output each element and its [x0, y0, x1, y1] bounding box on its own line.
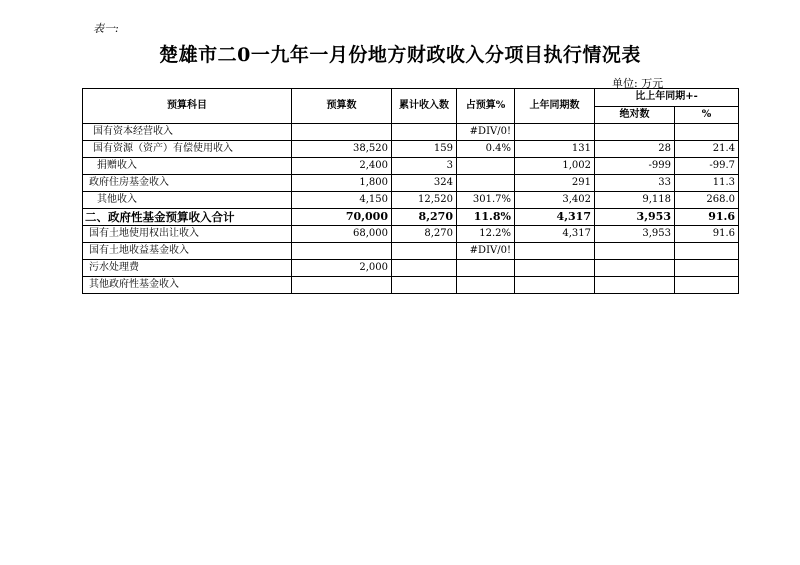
row-last-year — [515, 243, 595, 260]
table-row — [83, 124, 739, 141]
row-cumulative — [392, 260, 457, 277]
row-name: 政府住房基金收入 — [83, 175, 292, 192]
row-absolute — [595, 243, 675, 260]
row-last-year — [515, 277, 595, 294]
row-percent: 91.6 — [675, 209, 739, 226]
row-last-year: 291 — [515, 175, 595, 192]
header-last-year: 上年同期数 — [515, 89, 595, 124]
row-budget: 68,000 — [292, 226, 392, 243]
row-last-year: 131 — [515, 141, 595, 158]
row-name: 国有资本经营收入 — [83, 124, 292, 141]
row-cumulative: 3 — [392, 158, 457, 175]
row-cumulative — [392, 277, 457, 294]
row-absolute: 3,953 — [595, 226, 675, 243]
header-cumulative: 累计收入数 — [392, 89, 457, 124]
header-percent: % — [675, 106, 739, 124]
table-row — [83, 141, 739, 158]
row-cumulative: 12,520 — [392, 192, 457, 209]
row-percent — [675, 124, 739, 141]
row-budget: 38,520 — [292, 141, 392, 158]
row-absolute — [595, 277, 675, 294]
header-compare-group: 比上年同期+- — [595, 89, 739, 107]
row-budget — [292, 277, 392, 294]
table-row — [83, 226, 739, 243]
row-budget: 4,150 — [292, 192, 392, 209]
table-row — [83, 192, 739, 209]
row-name: 其他收入 — [83, 192, 292, 209]
row-percent — [675, 260, 739, 277]
row-name: 二、政府性基金预算收入合计 — [83, 209, 292, 226]
row-absolute — [595, 124, 675, 141]
row-percent — [675, 277, 739, 294]
row-cumulative — [392, 243, 457, 260]
row-absolute: 3,953 — [595, 209, 675, 226]
row-absolute: 33 — [595, 175, 675, 192]
unit-label: 单位: 万元 — [612, 77, 664, 90]
header-budget: 预算数 — [292, 89, 392, 124]
row-pct: #DIV/0! — [457, 124, 515, 141]
row-absolute — [595, 260, 675, 277]
row-percent — [675, 243, 739, 260]
row-percent: 91.6 — [675, 226, 739, 243]
row-budget — [292, 124, 392, 141]
row-pct: 12.2% — [457, 226, 515, 243]
row-absolute: 9,118 — [595, 192, 675, 209]
row-budget — [292, 243, 392, 260]
row-percent: 268.0 — [675, 192, 739, 209]
row-last-year: 1,002 — [515, 158, 595, 175]
revenue-table — [82, 88, 739, 294]
row-name: 捐赠收入 — [83, 158, 292, 175]
row-budget: 2,400 — [292, 158, 392, 175]
header-row-1 — [83, 89, 739, 107]
page-title: 楚雄市二0一九年一月份地方财政收入分项目执行情况表 — [159, 44, 641, 66]
header-absolute: 绝对数 — [595, 106, 675, 124]
row-pct: 0.4% — [457, 141, 515, 158]
row-pct — [457, 158, 515, 175]
header-pct-budget: 占预算% — [457, 89, 515, 124]
row-last-year — [515, 260, 595, 277]
row-pct: 301.7% — [457, 192, 515, 209]
header-item: 预算科目 — [83, 89, 292, 124]
row-pct: 11.8% — [457, 209, 515, 226]
table-note: 表一: — [93, 22, 119, 35]
row-percent: 21.4 — [675, 141, 739, 158]
row-absolute: 28 — [595, 141, 675, 158]
row-cumulative: 159 — [392, 141, 457, 158]
row-absolute: -999 — [595, 158, 675, 175]
row-budget: 2,000 — [292, 260, 392, 277]
table-row — [83, 243, 739, 260]
row-percent: -99.7 — [675, 158, 739, 175]
row-pct — [457, 277, 515, 294]
row-last-year — [515, 124, 595, 141]
row-name: 国有土地收益基金收入 — [83, 243, 292, 260]
table-row — [83, 175, 739, 192]
table-row-total — [83, 209, 739, 226]
row-pct: #DIV/0! — [457, 243, 515, 260]
row-cumulative: 8,270 — [392, 209, 457, 226]
row-cumulative: 324 — [392, 175, 457, 192]
row-last-year: 4,317 — [515, 209, 595, 226]
row-name: 国有资源（资产）有偿使用收入 — [83, 141, 292, 158]
row-last-year: 3,402 — [515, 192, 595, 209]
row-cumulative — [392, 124, 457, 141]
row-name: 污水处理费 — [83, 260, 292, 277]
row-percent: 11.3 — [675, 175, 739, 192]
row-pct — [457, 260, 515, 277]
row-last-year: 4,317 — [515, 226, 595, 243]
row-name: 国有土地使用权出让收入 — [83, 226, 292, 243]
row-pct — [457, 175, 515, 192]
row-name: 其他政府性基金收入 — [83, 277, 292, 294]
table-row — [83, 158, 739, 175]
table-row — [83, 277, 739, 294]
row-cumulative: 8,270 — [392, 226, 457, 243]
row-budget: 1,800 — [292, 175, 392, 192]
row-budget: 70,000 — [292, 209, 392, 226]
table-row — [83, 260, 739, 277]
